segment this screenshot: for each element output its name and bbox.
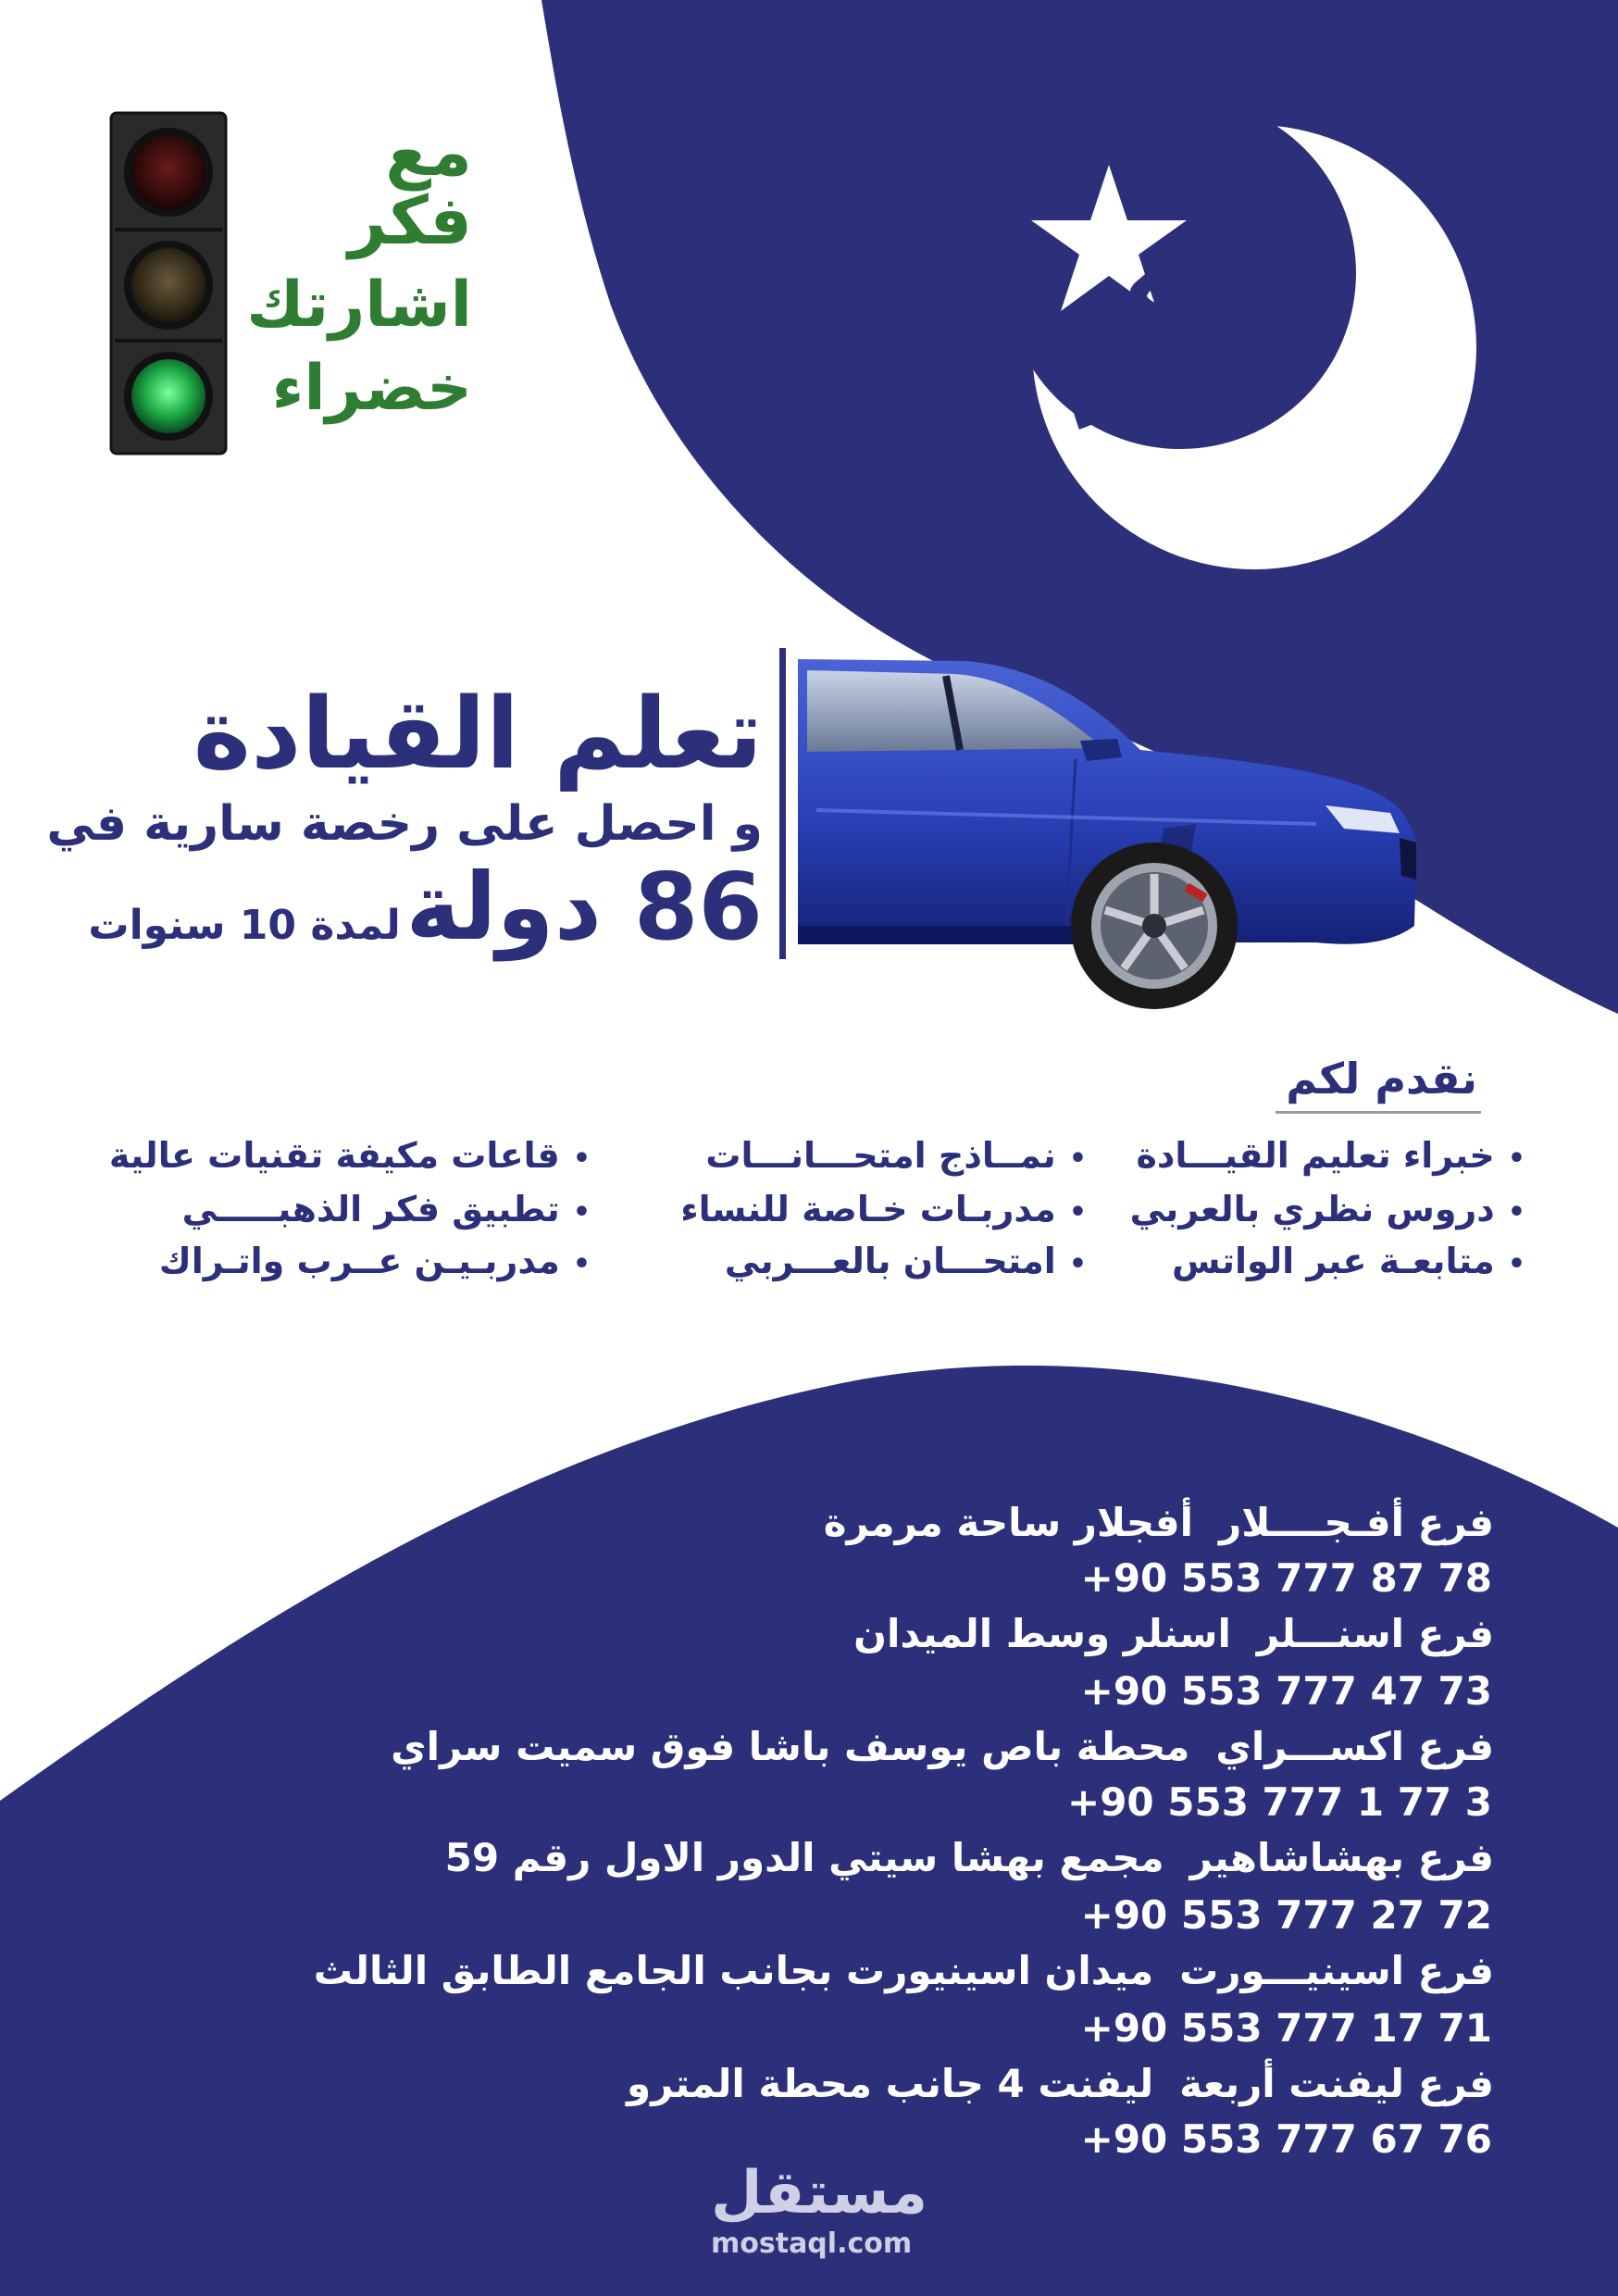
offer-title: نقدم لكم	[1286, 1054, 1477, 1104]
service-item: •امتحـــان بالعـــربي	[724, 1241, 1087, 1281]
service-item: •متابعـة عبر الواتس	[1172, 1241, 1525, 1281]
watermark-latin: mostaql.com	[711, 2227, 913, 2260]
service-item: •خبراء تعليم القيـــادة	[1136, 1135, 1525, 1176]
branch-phone: +90 553 777 47 73	[1080, 1668, 1492, 1714]
branch-name: فرع اكســـرايمحطة باص يوسف باشا فوق سميت سراي	[391, 1724, 1494, 1769]
service-item: •دروس نظري بالعربي	[1129, 1189, 1525, 1229]
offer-underline	[1276, 1111, 1481, 1114]
logo-text: فكر	[1035, 201, 1295, 425]
watermark-arabic: مستقل	[711, 2159, 928, 2227]
slogan-line-4: خضراء	[271, 352, 472, 425]
countries-count: 86 دولة	[405, 853, 763, 961]
branch-phone: +90 553 777 87 78	[1080, 1555, 1492, 1601]
branch-name: فرع اسنـــلراسنلر وسط الميدان	[853, 1611, 1494, 1656]
branch-phone: +90 553 777 1 77 3	[1067, 1779, 1492, 1825]
branch-name: فرع أفـجــــلارأفجلار ساحة مرمرة	[823, 1500, 1494, 1545]
branch-phone: +90 553 777 27 72	[1080, 1892, 1492, 1938]
branch-name: فرع اسينيـــورتميدان اسينيورت بجانب الجامع الطابق الثالث	[313, 1948, 1494, 1993]
slogan-line-1: مع	[385, 113, 472, 191]
branch-name: فرع بهشاشاهيرمجمع بهشا سيتي الدور الاول رقم 59	[444, 1835, 1494, 1880]
divider-bar	[779, 648, 786, 959]
service-item: •تطبيق فكر الذهبـــــي	[181, 1189, 591, 1229]
slogan-line-2: فكر	[348, 181, 472, 259]
service-item: •نمــاذج امتحـــانـــات	[705, 1135, 1087, 1176]
branch-phone: +90 553 777 17 71	[1080, 2005, 1492, 2051]
traffic-light-icon	[109, 111, 228, 455]
subline: و احصل على رخصة سارية في	[46, 796, 763, 852]
countries-line	[88, 853, 763, 961]
service-item: •قاعات مكيفة تقنيات عالية	[108, 1135, 591, 1176]
license-duration: لمدة 10 سنوات	[88, 902, 401, 949]
branch-name: فرع ليفنت أربعةليفنت 4 جانب محطة المترو	[627, 2061, 1494, 2106]
branch-phone: +90 553 777 67 76	[1080, 2116, 1492, 2162]
car-icon	[798, 648, 1511, 1009]
slogan-line-3: اشارتك	[246, 268, 472, 342]
headline: تعلم القيادة	[193, 677, 763, 791]
service-item: •مدربـات خـاصة للنساء	[680, 1189, 1087, 1229]
service-item: •مدربـيـن عــرب واتـراك	[158, 1241, 591, 1281]
